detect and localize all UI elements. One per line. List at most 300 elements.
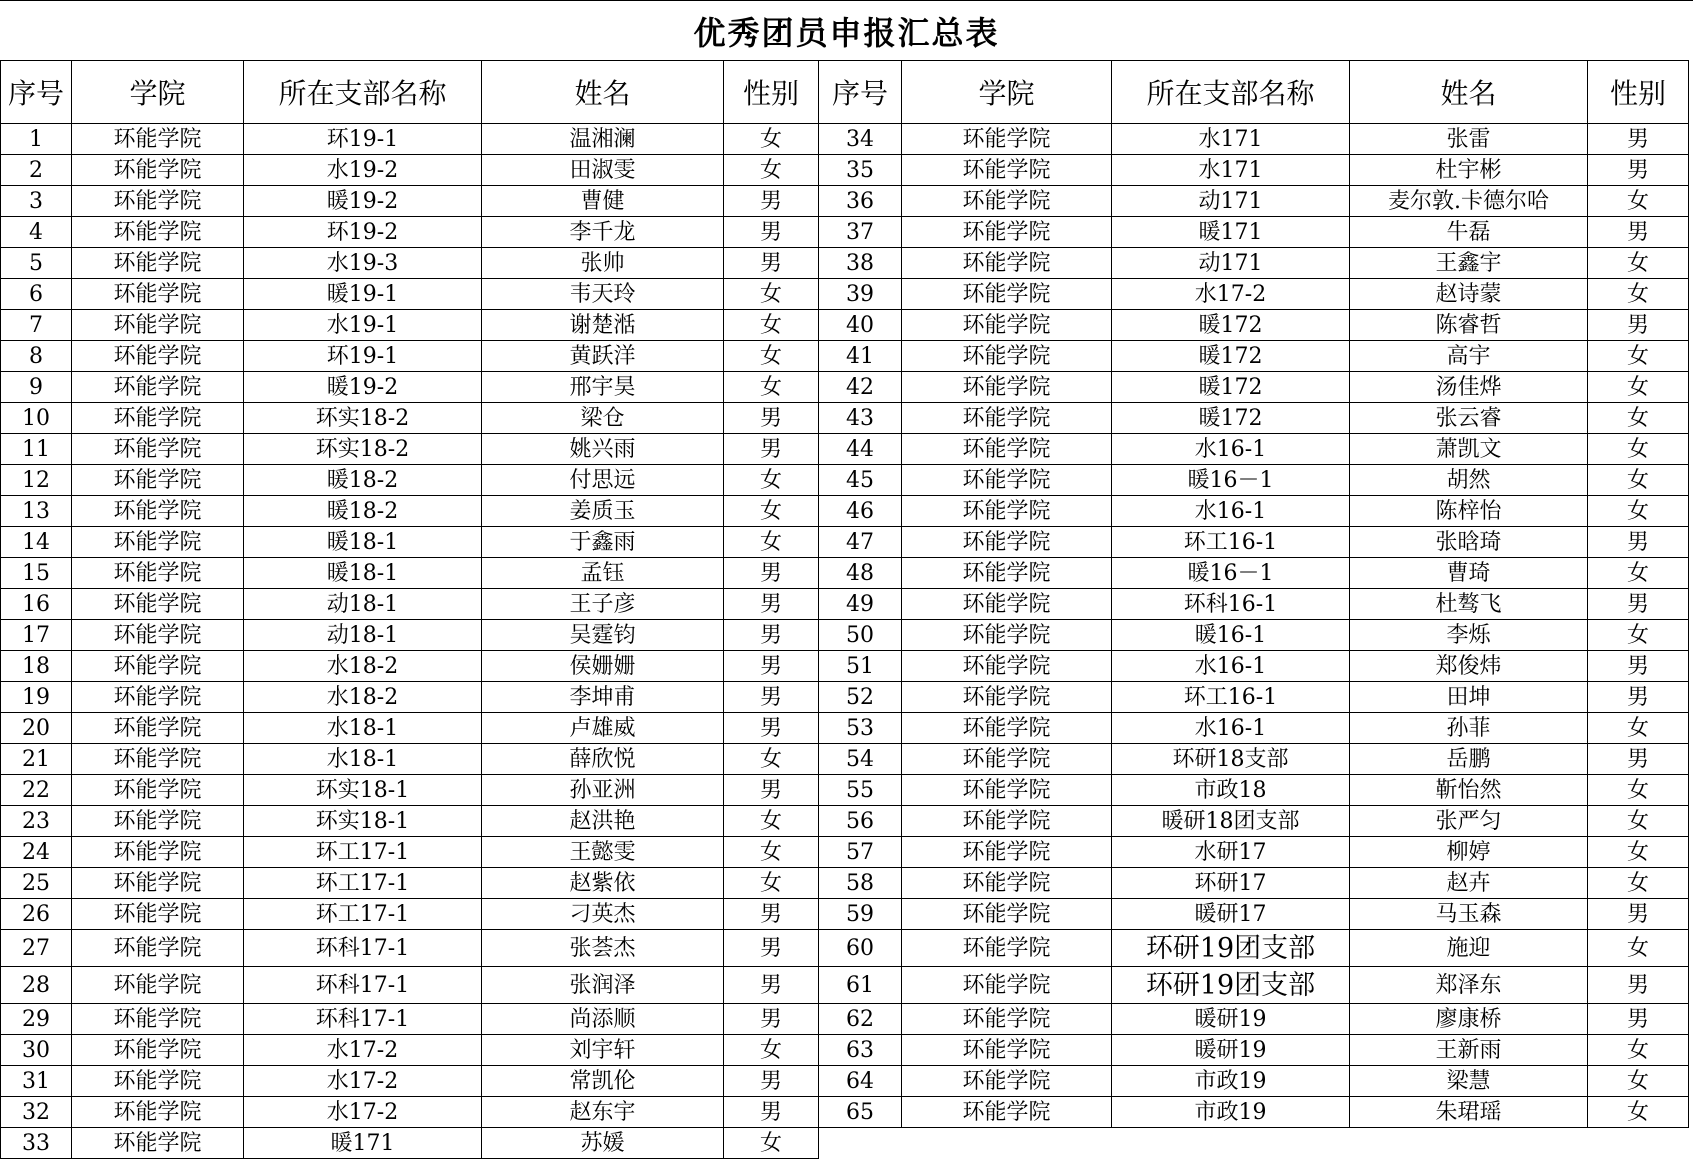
cell-name[interactable]: 赵卉 — [1350, 868, 1588, 899]
cell-college[interactable]: 环能学院 — [72, 744, 244, 775]
cell-name[interactable]: 孟钰 — [482, 558, 724, 589]
cell-name[interactable]: 王懿雯 — [482, 837, 724, 868]
cell-no[interactable]: 40 — [819, 310, 902, 341]
cell-no[interactable]: 50 — [819, 620, 902, 651]
cell-branch[interactable]: 水19-2 — [244, 155, 482, 186]
cell-branch[interactable]: 暖19-2 — [244, 186, 482, 217]
cell-branch[interactable]: 市政18 — [1112, 775, 1350, 806]
cell-college[interactable]: 环能学院 — [72, 1035, 244, 1066]
cell-college[interactable]: 环能学院 — [902, 837, 1112, 868]
cell-no[interactable]: 29 — [1, 1004, 72, 1035]
cell-college[interactable]: 环能学院 — [902, 899, 1112, 930]
cell-no[interactable]: 54 — [819, 744, 902, 775]
cell-no[interactable]: 27 — [1, 930, 72, 967]
cell-name[interactable]: 朱珺瑶 — [1350, 1097, 1588, 1128]
cell-branch[interactable]: 市政19 — [1112, 1097, 1350, 1128]
cell-branch[interactable]: 环实18-1 — [244, 806, 482, 837]
cell-name[interactable]: 李千龙 — [482, 217, 724, 248]
cell-no[interactable]: 1 — [1, 124, 72, 155]
cell-branch[interactable]: 环工17-1 — [244, 868, 482, 899]
cell-name[interactable]: 靳怡然 — [1350, 775, 1588, 806]
cell-gender[interactable]: 男 — [1588, 899, 1689, 930]
cell-college[interactable]: 环能学院 — [902, 434, 1112, 465]
cell-name[interactable]: 赵洪艳 — [482, 806, 724, 837]
cell-branch[interactable]: 水18-2 — [244, 682, 482, 713]
cell-name[interactable]: 曹琦 — [1350, 558, 1588, 589]
cell-college[interactable]: 环能学院 — [72, 341, 244, 372]
cell-no[interactable]: 32 — [1, 1097, 72, 1128]
cell-name[interactable]: 张荟杰 — [482, 930, 724, 967]
cell-no[interactable]: 24 — [1, 837, 72, 868]
cell-no[interactable]: 47 — [819, 527, 902, 558]
cell-no[interactable]: 42 — [819, 372, 902, 403]
cell-no[interactable]: 60 — [819, 930, 902, 967]
cell-college[interactable]: 环能学院 — [902, 589, 1112, 620]
cell-gender[interactable]: 女 — [724, 744, 819, 775]
cell-college[interactable]: 环能学院 — [902, 868, 1112, 899]
cell-gender[interactable]: 女 — [1588, 496, 1689, 527]
cell-no[interactable]: 56 — [819, 806, 902, 837]
cell-no[interactable]: 62 — [819, 1004, 902, 1035]
cell-no[interactable]: 4 — [1, 217, 72, 248]
cell-college[interactable]: 环能学院 — [72, 1128, 244, 1159]
cell-branch[interactable]: 环19-1 — [244, 341, 482, 372]
cell-college[interactable]: 环能学院 — [72, 434, 244, 465]
cell-gender[interactable]: 男 — [1588, 155, 1689, 186]
cell-name[interactable]: 郑泽东 — [1350, 967, 1588, 1004]
cell-gender[interactable]: 男 — [724, 775, 819, 806]
cell-gender[interactable]: 男 — [724, 589, 819, 620]
cell-college[interactable]: 环能学院 — [902, 930, 1112, 967]
cell-college[interactable]: 环能学院 — [902, 558, 1112, 589]
cell-college[interactable]: 环能学院 — [902, 806, 1112, 837]
cell-college[interactable]: 环能学院 — [72, 1066, 244, 1097]
cell-gender[interactable]: 男 — [724, 713, 819, 744]
cell-branch[interactable]: 水18-1 — [244, 713, 482, 744]
cell-branch[interactable]: 暖18-1 — [244, 527, 482, 558]
cell-name[interactable]: 岳鹏 — [1350, 744, 1588, 775]
cell-branch[interactable]: 水17-2 — [1112, 279, 1350, 310]
cell-gender[interactable]: 男 — [724, 434, 819, 465]
cell-college[interactable]: 环能学院 — [72, 930, 244, 967]
cell-no[interactable]: 21 — [1, 744, 72, 775]
cell-no[interactable]: 63 — [819, 1035, 902, 1066]
cell-name[interactable]: 卢雄威 — [482, 713, 724, 744]
cell-no[interactable]: 55 — [819, 775, 902, 806]
cell-gender[interactable]: 男 — [724, 930, 819, 967]
cell-branch[interactable]: 环科17-1 — [244, 1004, 482, 1035]
cell-no[interactable]: 19 — [1, 682, 72, 713]
cell-gender[interactable]: 男 — [724, 1097, 819, 1128]
cell-name[interactable]: 王新雨 — [1350, 1035, 1588, 1066]
cell-gender[interactable]: 女 — [1588, 837, 1689, 868]
cell-no[interactable]: 23 — [1, 806, 72, 837]
cell-gender[interactable]: 女 — [1588, 930, 1689, 967]
cell-gender[interactable]: 男 — [1588, 310, 1689, 341]
cell-name[interactable]: 常凯伦 — [482, 1066, 724, 1097]
cell-college[interactable]: 环能学院 — [72, 713, 244, 744]
cell-gender[interactable]: 女 — [724, 1128, 819, 1159]
cell-gender[interactable]: 女 — [724, 806, 819, 837]
cell-branch[interactable]: 暖18-1 — [244, 558, 482, 589]
cell-gender[interactable]: 男 — [724, 620, 819, 651]
cell-branch[interactable]: 暖研18团支部 — [1112, 806, 1350, 837]
cell-gender[interactable]: 女 — [724, 124, 819, 155]
cell-branch[interactable]: 水16-1 — [1112, 651, 1350, 682]
cell-college[interactable]: 环能学院 — [902, 1004, 1112, 1035]
cell-branch[interactable]: 暖171 — [1112, 217, 1350, 248]
cell-college[interactable]: 环能学院 — [72, 868, 244, 899]
cell-no[interactable]: 44 — [819, 434, 902, 465]
cell-no[interactable]: 31 — [1, 1066, 72, 1097]
cell-name[interactable]: 吴霆钧 — [482, 620, 724, 651]
cell-gender[interactable]: 女 — [1588, 434, 1689, 465]
cell-gender[interactable]: 男 — [1588, 967, 1689, 1004]
cell-branch[interactable]: 环研17 — [1112, 868, 1350, 899]
cell-no[interactable]: 16 — [1, 589, 72, 620]
cell-no[interactable]: 7 — [1, 310, 72, 341]
cell-branch[interactable]: 暖研19 — [1112, 1004, 1350, 1035]
cell-gender[interactable]: 女 — [1588, 1066, 1689, 1097]
cell-no[interactable]: 15 — [1, 558, 72, 589]
cell-branch[interactable]: 暖16－1 — [1112, 465, 1350, 496]
cell-branch[interactable]: 水18-2 — [244, 651, 482, 682]
cell-no[interactable]: 22 — [1, 775, 72, 806]
cell-gender[interactable]: 男 — [724, 899, 819, 930]
cell-name[interactable]: 张润泽 — [482, 967, 724, 1004]
cell-gender[interactable]: 女 — [1588, 775, 1689, 806]
cell-gender[interactable]: 女 — [1588, 868, 1689, 899]
cell-college[interactable]: 环能学院 — [72, 248, 244, 279]
cell-name[interactable]: 于鑫雨 — [482, 527, 724, 558]
cell-name[interactable]: 李坤甫 — [482, 682, 724, 713]
cell-no[interactable]: 48 — [819, 558, 902, 589]
cell-gender[interactable]: 女 — [1588, 372, 1689, 403]
cell-name[interactable]: 谢楚湉 — [482, 310, 724, 341]
cell-college[interactable]: 环能学院 — [72, 967, 244, 1004]
cell-gender[interactable]: 女 — [1588, 186, 1689, 217]
cell-branch[interactable]: 水16-1 — [1112, 434, 1350, 465]
cell-branch[interactable]: 环科17-1 — [244, 930, 482, 967]
cell-college[interactable]: 环能学院 — [72, 155, 244, 186]
cell-college[interactable]: 环能学院 — [72, 372, 244, 403]
cell-name[interactable]: 温湘澜 — [482, 124, 724, 155]
cell-name[interactable]: 柳婷 — [1350, 837, 1588, 868]
cell-college[interactable]: 环能学院 — [72, 899, 244, 930]
cell-college[interactable]: 环能学院 — [902, 217, 1112, 248]
cell-college[interactable]: 环能学院 — [72, 651, 244, 682]
cell-no[interactable]: 8 — [1, 341, 72, 372]
cell-branch[interactable]: 暖19-2 — [244, 372, 482, 403]
cell-branch[interactable]: 环工17-1 — [244, 837, 482, 868]
cell-branch[interactable]: 暖19-1 — [244, 279, 482, 310]
cell-no[interactable]: 64 — [819, 1066, 902, 1097]
cell-gender[interactable]: 女 — [724, 155, 819, 186]
cell-branch[interactable]: 环科17-1 — [244, 967, 482, 1004]
cell-branch[interactable]: 水17-2 — [244, 1097, 482, 1128]
cell-college[interactable]: 环能学院 — [902, 1097, 1112, 1128]
cell-gender[interactable]: 男 — [724, 217, 819, 248]
cell-no[interactable]: 45 — [819, 465, 902, 496]
cell-gender[interactable]: 女 — [1588, 279, 1689, 310]
cell-no[interactable]: 41 — [819, 341, 902, 372]
cell-branch[interactable]: 暖172 — [1112, 403, 1350, 434]
cell-no[interactable]: 25 — [1, 868, 72, 899]
cell-branch[interactable]: 水16-1 — [1112, 496, 1350, 527]
cell-no[interactable]: 35 — [819, 155, 902, 186]
cell-no[interactable]: 49 — [819, 589, 902, 620]
cell-name[interactable]: 陈梓怡 — [1350, 496, 1588, 527]
cell-no[interactable]: 26 — [1, 899, 72, 930]
cell-college[interactable]: 环能学院 — [902, 496, 1112, 527]
cell-name[interactable]: 赵紫依 — [482, 868, 724, 899]
cell-name[interactable]: 孙亚洲 — [482, 775, 724, 806]
cell-gender[interactable]: 男 — [724, 248, 819, 279]
cell-no[interactable]: 30 — [1, 1035, 72, 1066]
cell-no[interactable]: 17 — [1, 620, 72, 651]
cell-no[interactable]: 37 — [819, 217, 902, 248]
cell-gender[interactable]: 女 — [724, 1035, 819, 1066]
cell-no[interactable]: 61 — [819, 967, 902, 1004]
cell-gender[interactable]: 女 — [1588, 558, 1689, 589]
cell-college[interactable]: 环能学院 — [72, 279, 244, 310]
cell-college[interactable]: 环能学院 — [72, 558, 244, 589]
cell-college[interactable]: 环能学院 — [902, 713, 1112, 744]
cell-college[interactable]: 环能学院 — [72, 310, 244, 341]
cell-gender[interactable]: 女 — [1588, 620, 1689, 651]
cell-name[interactable]: 李烁 — [1350, 620, 1588, 651]
cell-branch[interactable]: 水19-1 — [244, 310, 482, 341]
cell-gender[interactable]: 男 — [724, 558, 819, 589]
cell-branch[interactable]: 动171 — [1112, 186, 1350, 217]
cell-branch[interactable]: 环工16-1 — [1112, 682, 1350, 713]
cell-college[interactable]: 环能学院 — [72, 682, 244, 713]
cell-gender[interactable]: 女 — [724, 868, 819, 899]
cell-branch[interactable]: 暖171 — [244, 1128, 482, 1159]
cell-college[interactable]: 环能学院 — [902, 310, 1112, 341]
cell-gender[interactable]: 女 — [1588, 1035, 1689, 1066]
cell-name[interactable]: 赵东宇 — [482, 1097, 724, 1128]
cell-college[interactable]: 环能学院 — [902, 967, 1112, 1004]
cell-no[interactable]: 36 — [819, 186, 902, 217]
cell-name[interactable]: 张晗琦 — [1350, 527, 1588, 558]
cell-gender[interactable]: 女 — [724, 310, 819, 341]
cell-branch[interactable]: 环实18-1 — [244, 775, 482, 806]
cell-gender[interactable]: 男 — [724, 651, 819, 682]
cell-no[interactable]: 46 — [819, 496, 902, 527]
cell-no[interactable]: 33 — [1, 1128, 72, 1159]
cell-gender[interactable]: 男 — [1588, 1004, 1689, 1035]
cell-gender[interactable]: 男 — [1588, 124, 1689, 155]
cell-branch[interactable]: 水研17 — [1112, 837, 1350, 868]
cell-college[interactable]: 环能学院 — [902, 682, 1112, 713]
cell-no[interactable]: 9 — [1, 372, 72, 403]
cell-branch[interactable]: 暖18-2 — [244, 465, 482, 496]
cell-name[interactable]: 刁英杰 — [482, 899, 724, 930]
cell-college[interactable]: 环能学院 — [72, 403, 244, 434]
cell-college[interactable]: 环能学院 — [72, 496, 244, 527]
cell-no[interactable]: 28 — [1, 967, 72, 1004]
cell-no[interactable]: 59 — [819, 899, 902, 930]
cell-gender[interactable]: 女 — [1588, 341, 1689, 372]
cell-name[interactable]: 姜质玉 — [482, 496, 724, 527]
cell-name[interactable]: 牛磊 — [1350, 217, 1588, 248]
cell-no[interactable]: 6 — [1, 279, 72, 310]
cell-no[interactable]: 18 — [1, 651, 72, 682]
cell-college[interactable]: 环能学院 — [72, 620, 244, 651]
cell-no[interactable]: 20 — [1, 713, 72, 744]
cell-name[interactable]: 黄跃洋 — [482, 341, 724, 372]
cell-gender[interactable]: 女 — [724, 527, 819, 558]
cell-branch[interactable]: 市政19 — [1112, 1066, 1350, 1097]
cell-branch[interactable]: 环研19团支部 — [1112, 930, 1350, 967]
cell-no[interactable]: 5 — [1, 248, 72, 279]
cell-name[interactable]: 田淑雯 — [482, 155, 724, 186]
cell-no[interactable]: 52 — [819, 682, 902, 713]
cell-name[interactable]: 苏媛 — [482, 1128, 724, 1159]
cell-branch[interactable]: 动18-1 — [244, 589, 482, 620]
cell-college[interactable]: 环能学院 — [902, 341, 1112, 372]
cell-gender[interactable]: 男 — [724, 403, 819, 434]
cell-gender[interactable]: 女 — [724, 465, 819, 496]
cell-gender[interactable]: 女 — [1588, 465, 1689, 496]
cell-gender[interactable]: 女 — [724, 372, 819, 403]
cell-gender[interactable]: 男 — [1588, 589, 1689, 620]
cell-branch[interactable]: 环19-2 — [244, 217, 482, 248]
cell-branch[interactable]: 暖172 — [1112, 310, 1350, 341]
cell-gender[interactable]: 女 — [1588, 713, 1689, 744]
cell-name[interactable]: 王子彦 — [482, 589, 724, 620]
cell-name[interactable]: 郑俊炜 — [1350, 651, 1588, 682]
cell-name[interactable]: 张帅 — [482, 248, 724, 279]
cell-branch[interactable]: 动171 — [1112, 248, 1350, 279]
cell-branch[interactable]: 水19-3 — [244, 248, 482, 279]
cell-branch[interactable]: 环工17-1 — [244, 899, 482, 930]
cell-name[interactable]: 施迎 — [1350, 930, 1588, 967]
cell-no[interactable]: 58 — [819, 868, 902, 899]
cell-college[interactable]: 环能学院 — [72, 589, 244, 620]
cell-name[interactable]: 马玉森 — [1350, 899, 1588, 930]
cell-gender[interactable]: 男 — [1588, 217, 1689, 248]
cell-college[interactable]: 环能学院 — [72, 124, 244, 155]
cell-branch[interactable]: 暖172 — [1112, 341, 1350, 372]
cell-branch[interactable]: 水17-2 — [244, 1066, 482, 1097]
cell-no[interactable]: 13 — [1, 496, 72, 527]
cell-gender[interactable]: 男 — [1588, 651, 1689, 682]
cell-college[interactable]: 环能学院 — [902, 1066, 1112, 1097]
cell-college[interactable]: 环能学院 — [902, 775, 1112, 806]
cell-no[interactable]: 14 — [1, 527, 72, 558]
cell-college[interactable]: 环能学院 — [902, 124, 1112, 155]
cell-name[interactable]: 刘宇轩 — [482, 1035, 724, 1066]
cell-gender[interactable]: 女 — [1588, 806, 1689, 837]
cell-gender[interactable]: 男 — [1588, 527, 1689, 558]
cell-branch[interactable]: 水18-1 — [244, 744, 482, 775]
cell-no[interactable]: 2 — [1, 155, 72, 186]
cell-college[interactable]: 环能学院 — [902, 1035, 1112, 1066]
cell-name[interactable]: 萧凯文 — [1350, 434, 1588, 465]
cell-branch[interactable]: 动18-1 — [244, 620, 482, 651]
cell-no[interactable]: 43 — [819, 403, 902, 434]
cell-name[interactable]: 张严匀 — [1350, 806, 1588, 837]
cell-gender[interactable]: 女 — [724, 279, 819, 310]
cell-no[interactable]: 12 — [1, 465, 72, 496]
cell-branch[interactable]: 环19-1 — [244, 124, 482, 155]
cell-branch[interactable]: 环工16-1 — [1112, 527, 1350, 558]
cell-college[interactable]: 环能学院 — [72, 465, 244, 496]
cell-branch[interactable]: 水17-2 — [244, 1035, 482, 1066]
cell-gender[interactable]: 女 — [724, 837, 819, 868]
cell-name[interactable]: 廖康桥 — [1350, 1004, 1588, 1035]
cell-college[interactable]: 环能学院 — [902, 620, 1112, 651]
cell-college[interactable]: 环能学院 — [902, 651, 1112, 682]
cell-name[interactable]: 张云睿 — [1350, 403, 1588, 434]
cell-name[interactable]: 曹健 — [482, 186, 724, 217]
cell-gender[interactable]: 男 — [724, 1004, 819, 1035]
cell-no[interactable]: 38 — [819, 248, 902, 279]
cell-college[interactable]: 环能学院 — [72, 775, 244, 806]
cell-gender[interactable]: 女 — [724, 341, 819, 372]
cell-college[interactable]: 环能学院 — [902, 248, 1112, 279]
cell-gender[interactable]: 女 — [1588, 248, 1689, 279]
cell-college[interactable]: 环能学院 — [72, 186, 244, 217]
cell-name[interactable]: 汤佳烨 — [1350, 372, 1588, 403]
cell-branch[interactable]: 环实18-2 — [244, 403, 482, 434]
cell-college[interactable]: 环能学院 — [72, 837, 244, 868]
cell-branch[interactable]: 暖16－1 — [1112, 558, 1350, 589]
cell-branch[interactable]: 环研18支部 — [1112, 744, 1350, 775]
cell-branch[interactable]: 暖研19 — [1112, 1035, 1350, 1066]
cell-name[interactable]: 侯姗姗 — [482, 651, 724, 682]
cell-no[interactable]: 34 — [819, 124, 902, 155]
cell-college[interactable]: 环能学院 — [72, 217, 244, 248]
cell-branch[interactable]: 水16-1 — [1112, 713, 1350, 744]
cell-college[interactable]: 环能学院 — [72, 1097, 244, 1128]
cell-college[interactable]: 环能学院 — [902, 372, 1112, 403]
cell-name[interactable]: 麦尔敦.卡德尔哈 — [1350, 186, 1588, 217]
cell-branch[interactable]: 环科16-1 — [1112, 589, 1350, 620]
cell-no[interactable]: 11 — [1, 434, 72, 465]
cell-gender[interactable]: 女 — [724, 496, 819, 527]
cell-college[interactable]: 环能学院 — [902, 279, 1112, 310]
cell-branch[interactable]: 环实18-2 — [244, 434, 482, 465]
cell-gender[interactable]: 男 — [1588, 744, 1689, 775]
cell-name[interactable]: 田坤 — [1350, 682, 1588, 713]
cell-no[interactable]: 10 — [1, 403, 72, 434]
cell-college[interactable]: 环能学院 — [902, 403, 1112, 434]
cell-branch[interactable]: 暖18-2 — [244, 496, 482, 527]
cell-name[interactable]: 陈睿哲 — [1350, 310, 1588, 341]
cell-college[interactable]: 环能学院 — [902, 186, 1112, 217]
cell-college[interactable]: 环能学院 — [902, 465, 1112, 496]
cell-name[interactable]: 姚兴雨 — [482, 434, 724, 465]
cell-name[interactable]: 付思远 — [482, 465, 724, 496]
cell-name[interactable]: 胡然 — [1350, 465, 1588, 496]
cell-branch[interactable]: 暖172 — [1112, 372, 1350, 403]
cell-no[interactable]: 3 — [1, 186, 72, 217]
cell-no[interactable]: 51 — [819, 651, 902, 682]
cell-name[interactable]: 孙菲 — [1350, 713, 1588, 744]
cell-name[interactable]: 杜骜飞 — [1350, 589, 1588, 620]
cell-gender[interactable]: 男 — [1588, 682, 1689, 713]
cell-college[interactable]: 环能学院 — [72, 1004, 244, 1035]
cell-gender[interactable]: 男 — [724, 1066, 819, 1097]
cell-name[interactable]: 高宇 — [1350, 341, 1588, 372]
cell-gender[interactable]: 女 — [1588, 1097, 1689, 1128]
cell-no[interactable]: 39 — [819, 279, 902, 310]
cell-name[interactable]: 邢宇昊 — [482, 372, 724, 403]
cell-college[interactable]: 环能学院 — [72, 806, 244, 837]
